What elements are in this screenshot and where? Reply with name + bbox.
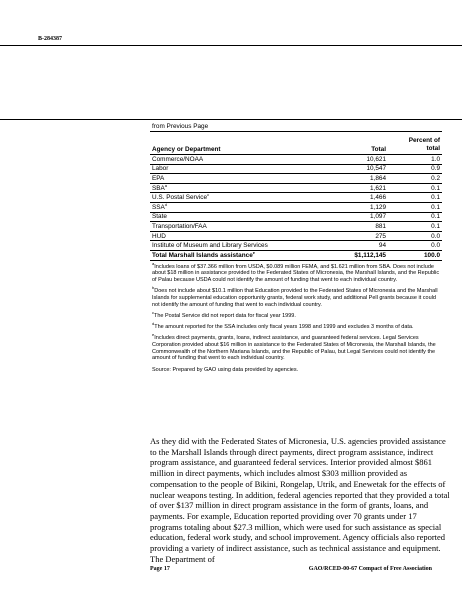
assistance-table [150,122,442,378]
row-agency [150,156,326,163]
col-percent-header [390,137,442,154]
row-total: 881 [375,222,386,230]
note-text: Includes direct payments, grants, loans, indirect assistance, and guaranteed federal services. Legal Services Corporation provided about $16 million in assistance to the Federated States of Micronesia, the Marshall Islands, the Commonwealth of the Northern Mariana Islands, and the Republic of Palau, but Legal Services could not identify the amount of funding that went to each individual country. [152,335,436,362]
row-agency [150,201,326,211]
row-percent: 0.0 [431,242,440,250]
row-percent: 0.1 [431,184,440,192]
row-agency-text: Commerce/NOAA [152,155,204,163]
table-total-row [150,251,442,261]
footnote-marker: c [207,192,210,198]
table-note [152,285,442,308]
report-id: B-284387 [38,36,62,42]
row-agency-text: EPA [152,174,165,182]
table-note [152,310,442,320]
table-note [152,260,442,284]
row-agency [150,182,326,192]
footnote-marker: e [252,249,255,255]
table-note [152,367,442,374]
row-percent: 0.1 [431,213,440,221]
row-agency [150,194,326,201]
row-agency [150,165,326,172]
table-note [152,332,442,362]
row-agency-text: Institute of Museum and Library Services [152,242,268,250]
note-text: Does not include about $10.1 million that Education provided to the Federated States of Micronesia and the Marshall Islands for supplemental education opportunity grants, federal work study, and additional Pell grants because it could not identify the amount of funding that went to each individual country. [152,288,438,308]
row-total: 10,621 [366,155,386,163]
note-text: The Postal Service did not report data for fiscal year 1999. [154,312,296,319]
row-total: 10,547 [366,165,386,173]
row-percent: 0.1 [431,203,440,211]
table-header [150,132,442,155]
row-total: 275 [375,232,386,240]
table-row [150,184,442,194]
row-percent: 0.1 [431,222,440,230]
row-total: 1,621 [370,184,386,192]
row-agency [150,213,326,220]
col-percent-header-line1: Percent of [408,137,440,144]
footnote-marker: d [164,201,168,207]
row-agency-text: HUD [152,232,166,240]
col-percent-header-line2: total [426,145,440,152]
note-marker: c [152,310,154,316]
row-total: 1,129 [370,203,386,211]
note-marker: e [152,332,155,338]
table-body [150,155,442,251]
total-row-total: $1,112,145 [354,251,386,259]
table-row [150,222,442,232]
table-note [152,321,442,331]
section-rule [0,119,462,120]
footer-page: Page 17 [150,566,170,572]
body-paragraph: As they did with the Federated States of Micronesia, U.S. agencies provided assistance to the Marshall Islands through direct payments, direct program assistance, indirect program assistance, and guaranteed federal services. Interior provided almost $861 million in direct payments, which includes almost $303 million provided as compensation to the people of Bikini, Rongelap, Utrik, and Enewetak for the effects of nuclear weapons testing. In addition, federal agencies reported that they provided a total of over $137 million in direct program assistance in the form of grants, loans, and payments. For example, Education reported providing over 70 grants under 17 programs totaling about $27.3 million, which were used for such assistance as special education, federal work study, and school improvement. Agency officials also reported providing a variety of indirect assistance, such as technical assistance and equipment. The Department of [150,436,450,564]
table-row [150,203,442,213]
note-text: Includes loans of $37.366 million from USDA, $0.089 million FEMA, and $1.621 million from SBA. Does not include about $18 million in assistance provided to the Federated States of Micronesia, the Marshall Islands, and the Republic of Palau because USDA could not identify the amount of funding that went to each individual country. [152,263,440,284]
footnote-marker: a [164,182,168,188]
row-agency-text: Labor [152,165,169,173]
row-total: 1,097 [370,213,386,221]
row-agency-text: U.S. Postal Service [152,194,208,202]
table-notes [150,260,442,374]
row-agency [150,242,326,249]
row-percent: 0.0 [431,232,440,240]
row-agency-text: SSA [152,203,165,211]
table-row [150,193,442,203]
table-row [150,155,442,165]
footer-report: GAO/RCED-00-67 Compact of Free Association [308,566,432,572]
note-text: Source: Prepared by GAO using data provided by agencies. [152,366,299,373]
row-agency [150,223,326,230]
row-agency-text: Transportation/FAA [152,222,207,230]
row-total: 1,466 [370,194,386,202]
row-agency [150,175,326,182]
note-marker: d [152,321,155,327]
row-agency-text: SBA [152,184,165,192]
col-agency-header: Agency or Department [152,146,221,153]
row-total: 94 [378,242,386,250]
note-marker: b [152,285,155,291]
note-text: The amount reported for the SSA includes only fiscal years 1998 and 1999 and excludes 3 months of data. [154,324,414,330]
table-row [150,213,442,223]
note-marker: a [152,260,155,266]
continued-label: from Previous Page [152,123,209,130]
row-percent: 0.1 [431,194,440,202]
table-row [150,241,442,251]
row-total: 1,864 [370,174,386,182]
row-percent: 0.2 [431,174,440,182]
row-agency [150,233,326,240]
table-row [150,232,442,242]
total-row-label [150,249,326,259]
table-row [150,174,442,184]
table-row [150,165,442,175]
row-agency-text: State [152,213,167,221]
header-rule [0,45,462,46]
col-total-header: Total [371,146,386,153]
row-percent: 0.9 [431,165,440,173]
total-row-agency: Total Marshall Islands assistance [152,251,253,259]
row-percent: 1.0 [431,155,440,163]
total-row-percent: 100.0 [424,251,440,259]
